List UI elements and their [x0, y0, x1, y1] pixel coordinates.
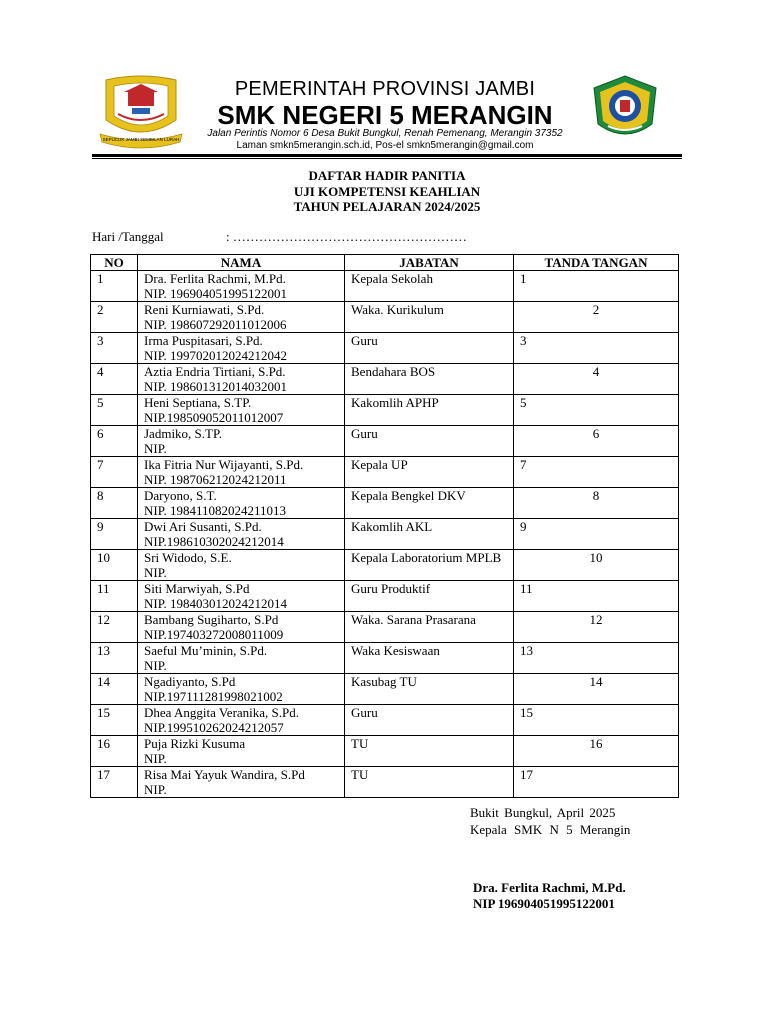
row-jabatan: Waka. Sarana Prasarana: [345, 612, 514, 643]
row-name: Ngadiyanto, S.Pd: [144, 674, 236, 689]
row-signature-slot[interactable]: 8: [514, 488, 679, 519]
row-nama-cell: [138, 302, 345, 333]
row-nip: NIP.197403272008011009: [144, 627, 284, 642]
row-number: 13: [91, 643, 138, 674]
row-name: Siti Marwiyah, S.Pd: [144, 581, 250, 596]
row-number: 6: [91, 426, 138, 457]
row-signature-slot[interactable]: 3: [514, 333, 679, 364]
row-nip: NIP.: [144, 565, 167, 580]
table-row: [91, 302, 679, 333]
row-name: Jadmiko, S.TP.: [144, 426, 223, 441]
row-number: 14: [91, 674, 138, 705]
row-signature-slot[interactable]: 4: [514, 364, 679, 395]
table-row: [91, 643, 679, 674]
row-nip: NIP. 198706212024212011: [144, 472, 287, 487]
row-name: Saeful Mu’minin, S.Pd.: [144, 643, 268, 658]
attendance-table: [90, 254, 679, 798]
row-jabatan: Kepala Sekolah: [345, 271, 514, 302]
row-signature-slot[interactable]: 9: [514, 519, 679, 550]
row-name: Bambang Sugiharto, S.Pd: [144, 612, 279, 627]
table-row: [91, 488, 679, 519]
row-nip: NIP. 198411082024211013: [144, 503, 287, 518]
row-name: Daryono, S.T.: [144, 488, 217, 503]
row-name: Risa Mai Yayuk Wandira, S.Pd: [144, 767, 305, 782]
row-nama-cell: [138, 643, 345, 674]
row-nip: NIP.: [144, 658, 167, 673]
table-row: [91, 736, 679, 767]
row-nama-cell: [138, 581, 345, 612]
row-jabatan: TU: [345, 767, 514, 798]
row-nip: NIP. 198601312014032001: [144, 379, 288, 394]
row-number: 3: [91, 333, 138, 364]
letterhead-divider-thin: [92, 158, 682, 159]
row-jabatan: Waka. Kurikulum: [345, 302, 514, 333]
row-signature-slot[interactable]: 11: [514, 581, 679, 612]
row-nama-cell: [138, 333, 345, 364]
row-name: Puja Rizki Kusuma: [144, 736, 246, 751]
date-value: : ………………………………………………: [226, 229, 467, 244]
row-jabatan: Kasubag TU: [345, 674, 514, 705]
row-jabatan: Kakomlih AKL: [345, 519, 514, 550]
row-nip: NIP. 198607292011012006: [144, 317, 287, 332]
row-jabatan: TU: [345, 736, 514, 767]
document-year: TAHUN PELAJARAN 2024/2025: [293, 199, 481, 214]
date-label: Hari /Tanggal: [92, 229, 164, 244]
document-subtitle: UJI KOMPETENSI KEAHLIAN: [293, 184, 481, 199]
document-title: DAFTAR HADIR PANITIA: [308, 168, 466, 183]
row-jabatan: Kepala UP: [345, 457, 514, 488]
row-signature-slot[interactable]: 6: [514, 426, 679, 457]
table-row: [91, 395, 679, 426]
row-signature-slot[interactable]: 2: [514, 302, 679, 333]
signature-position: Kepala SMK N 5 Merangin: [470, 822, 631, 837]
row-number: 15: [91, 705, 138, 736]
header-no: NO: [91, 255, 138, 271]
row-number: 1: [91, 271, 138, 302]
table-row: [91, 550, 679, 581]
row-name: Reni Kurniawati, S.Pd.: [144, 302, 265, 317]
letterhead-divider-thick: [92, 154, 682, 157]
row-signature-slot[interactable]: 5: [514, 395, 679, 426]
header-tanda-tangan: TANDA TANGAN: [514, 255, 679, 271]
row-number: 9: [91, 519, 138, 550]
row-name: Irma Puspitasari, S.Pd.: [144, 333, 263, 348]
table-row: [91, 519, 679, 550]
row-name: Heni Septiana, S.TP.: [144, 395, 252, 410]
row-nip: NIP. 199702012024212042: [144, 348, 288, 363]
table-row: [91, 705, 679, 736]
row-number: 12: [91, 612, 138, 643]
row-number: 17: [91, 767, 138, 798]
letterhead-school-name: SMK NEGERI 5 MERANGIN: [217, 100, 553, 130]
row-signature-slot[interactable]: 16: [514, 736, 679, 767]
row-name: Ika Fitria Nur Wijayanti, S.Pd.: [144, 457, 304, 472]
row-nama-cell: [138, 767, 345, 798]
row-number: 2: [91, 302, 138, 333]
table-row: [91, 674, 679, 705]
row-number: 4: [91, 364, 138, 395]
table-row: [91, 364, 679, 395]
row-nama-cell: [138, 395, 345, 426]
row-nama-cell: [138, 519, 345, 550]
row-nama-cell: [138, 426, 345, 457]
row-number: 11: [91, 581, 138, 612]
row-name: Aztia Endria Tirtiani, S.Pd.: [144, 364, 286, 379]
letterhead-contact: Laman smkn5merangin.sch.id, Pos-el smkn5merangin@gmail.com: [236, 140, 534, 151]
letterhead-government: PEMERINTAH PROVINSI JAMBI: [234, 78, 536, 100]
table-row: [91, 581, 679, 612]
header-nama: NAMA: [138, 255, 345, 271]
row-nip: NIP.199510262024212057: [144, 720, 284, 735]
table-header-row: [91, 255, 679, 271]
letterhead-address: Jalan Perintis Nomor 6 Desa Bukit Bungkul, Renah Pemenang, Merangin 37352: [207, 128, 563, 139]
row-nama-cell: [138, 674, 345, 705]
row-jabatan: Guru: [345, 705, 514, 736]
row-nama-cell: [138, 488, 345, 519]
row-jabatan: Guru Produktif: [345, 581, 514, 612]
row-signature-slot[interactable]: 1: [514, 271, 679, 302]
row-signature-slot[interactable]: 15: [514, 705, 679, 736]
row-nama-cell: [138, 736, 345, 767]
row-jabatan: Kepala Bengkel DKV: [345, 488, 514, 519]
row-jabatan: Kepala Laboratorium MPLB: [345, 550, 514, 581]
row-name: Dhea Anggita Veranika, S.Pd.: [144, 705, 300, 720]
row-jabatan: Guru: [345, 426, 514, 457]
row-signature-slot[interactable]: 17: [514, 767, 679, 798]
row-nama-cell: [138, 550, 345, 581]
row-jabatan: Bendahara BOS: [345, 364, 514, 395]
row-name: Dra. Ferlita Rachmi, M.Pd.: [144, 271, 286, 286]
row-nip: NIP.198610302024212014: [144, 534, 284, 549]
row-nip: NIP.: [144, 782, 167, 797]
table-row: [91, 333, 679, 364]
row-nip: NIP.: [144, 751, 167, 766]
row-jabatan: Waka Kesiswaan: [345, 643, 514, 674]
row-signature-slot[interactable]: 12: [514, 612, 679, 643]
row-signature-slot[interactable]: 10: [514, 550, 679, 581]
header-jabatan: JABATAN: [345, 255, 514, 271]
row-signature-slot[interactable]: 14: [514, 674, 679, 705]
row-signature-slot[interactable]: 7: [514, 457, 679, 488]
row-nama-cell: [138, 612, 345, 643]
table-row: [91, 457, 679, 488]
logo-banner-text: SEPUCUK JAMBI SEMBILAN LURAH: [102, 137, 180, 142]
row-number: 5: [91, 395, 138, 426]
row-nip: NIP. 196904051995122001: [144, 286, 288, 301]
row-name: Sri Widodo, S.E.: [144, 550, 232, 565]
row-nip: NIP.197111281998021002: [144, 689, 283, 704]
row-nama-cell: [138, 457, 345, 488]
row-number: 10: [91, 550, 138, 581]
signature-nip: NIP 196904051995122001: [473, 896, 615, 911]
row-jabatan: Guru: [345, 333, 514, 364]
row-number: 16: [91, 736, 138, 767]
row-nama-cell: [138, 705, 345, 736]
row-nip: NIP.: [144, 441, 167, 456]
school-logo: [590, 74, 660, 144]
row-nip: NIP.198509052011012007: [144, 410, 284, 425]
row-jabatan: Kakomlih APHP: [345, 395, 514, 426]
row-number: 7: [91, 457, 138, 488]
signature-place-date: Bukit Bungkul, April 2025: [470, 805, 616, 820]
row-number: 8: [91, 488, 138, 519]
signature-name: Dra. Ferlita Rachmi, M.Pd.: [473, 880, 626, 895]
table-row: [91, 426, 679, 457]
table-row: [91, 767, 679, 798]
row-nama-cell: [138, 364, 345, 395]
table-row: [91, 612, 679, 643]
row-name: Dwi Ari Susanti, S.Pd.: [144, 519, 262, 534]
row-nip: NIP. 198403012024212014: [144, 596, 288, 611]
row-nama-cell: [138, 271, 345, 302]
row-signature-slot[interactable]: 13: [514, 643, 679, 674]
table-row: [91, 271, 679, 302]
